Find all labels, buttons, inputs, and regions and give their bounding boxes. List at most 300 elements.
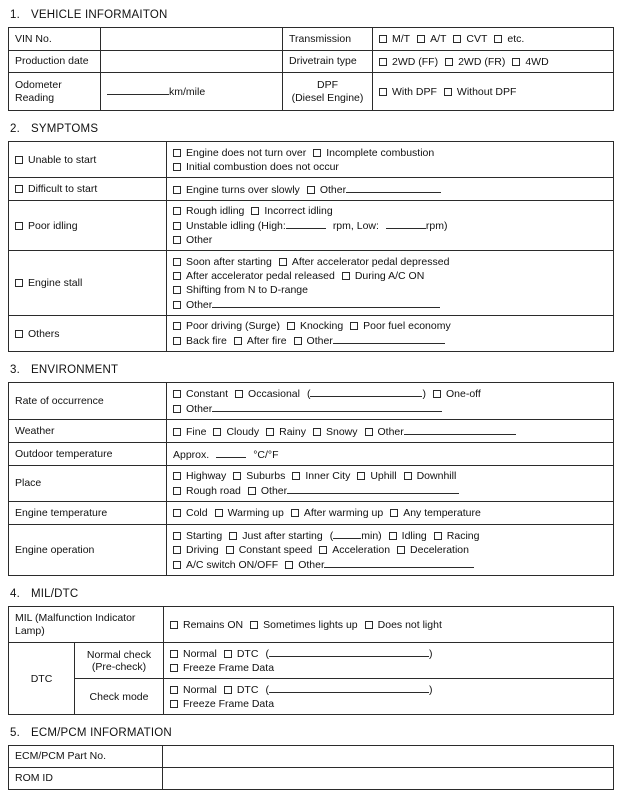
checkbox-option (173, 320, 280, 332)
blank-line[interactable] (310, 386, 422, 397)
checkbox[interactable] (494, 35, 502, 43)
checkbox[interactable] (313, 149, 321, 157)
static-text: ( (265, 648, 269, 660)
checkbox-label: Other (186, 234, 213, 246)
section-title: VEHICLE INFORMAITON (31, 9, 168, 21)
checkbox[interactable] (365, 621, 373, 629)
checkbox-label: Unable to start (28, 153, 97, 166)
section-heading-vehicle-information (10, 9, 613, 21)
checkbox[interactable] (291, 509, 299, 517)
checkbox-option (266, 426, 306, 438)
section-heading-symptoms (10, 123, 613, 135)
checkbox[interactable] (445, 58, 453, 66)
checkbox[interactable] (433, 390, 441, 398)
checkbox[interactable] (350, 322, 358, 330)
option-line (173, 182, 608, 197)
checkbox-label: etc. (507, 33, 525, 45)
checkbox-option (15, 277, 82, 289)
dtc-detail-cell (164, 679, 614, 715)
checkbox-option (292, 470, 350, 482)
checkbox-option (287, 320, 343, 332)
checkbox[interactable] (15, 156, 23, 164)
dpf-label: DPF (317, 78, 338, 91)
environment-detail-cell (167, 466, 614, 502)
static-text: ) (422, 388, 426, 400)
checkbox[interactable] (287, 322, 295, 330)
mil-detail-cell (164, 607, 614, 643)
checkbox[interactable] (170, 650, 178, 658)
checkbox-option (15, 220, 78, 232)
checkbox-option (170, 662, 274, 674)
checkbox[interactable] (170, 664, 178, 672)
checkbox-option (444, 86, 517, 98)
checkbox[interactable] (417, 35, 425, 43)
checkbox-label: Normal (183, 684, 217, 696)
checkbox[interactable] (404, 472, 412, 480)
ecm-part-no-value-cell[interactable] (163, 746, 614, 768)
checkbox-label: Does not light (377, 618, 442, 631)
option-line (173, 333, 608, 348)
checkbox[interactable] (279, 258, 287, 266)
checkbox-label: Other (260, 485, 288, 497)
checkbox[interactable] (173, 472, 181, 480)
environment-detail-cell (167, 502, 614, 525)
vin-label: VIN No. (9, 28, 101, 51)
option-line (170, 646, 608, 661)
static-text: km/mile (169, 86, 206, 98)
odometer-label: Odometer Reading (9, 73, 101, 111)
checkbox[interactable] (444, 88, 452, 96)
checkbox[interactable] (173, 236, 181, 244)
blank-line[interactable] (269, 646, 429, 657)
checkbox-label: After warming up (303, 507, 384, 519)
checkbox[interactable] (250, 621, 258, 629)
checkbox-label: Warming up (227, 507, 284, 519)
checkbox[interactable] (215, 509, 223, 517)
checkbox-label: Freeze Frame Data (183, 662, 275, 674)
checkbox[interactable] (15, 330, 23, 338)
checkbox-label: Back fire (186, 335, 227, 347)
checkbox[interactable] (229, 532, 237, 540)
checkbox-label: Rough road (186, 485, 241, 497)
static-text: ) (428, 684, 433, 696)
symptom-detail-cell (167, 178, 614, 201)
option-line (173, 204, 608, 218)
odometer-value-cell[interactable] (101, 73, 283, 111)
checkbox-label: Engine stall (28, 277, 83, 289)
checkbox[interactable] (15, 279, 23, 287)
option-line (173, 557, 608, 572)
checkbox[interactable] (512, 58, 520, 66)
ecm-part-no-label: ECM/PCM Part No. (9, 746, 163, 768)
blank-field (265, 648, 432, 660)
checkbox-label: One-off (445, 388, 481, 400)
checkbox-option (404, 470, 457, 482)
checkbox[interactable] (15, 222, 23, 230)
checkbox-label: Acceleration (332, 544, 391, 556)
blank-field (107, 86, 169, 98)
checkbox-label: Suburbs (246, 470, 286, 482)
checkbox[interactable] (173, 163, 181, 171)
checkbox-label: After fire (246, 335, 287, 347)
checkbox-option (285, 559, 324, 571)
checkbox[interactable] (173, 561, 181, 569)
blank-field (386, 220, 448, 232)
checkbox-label: Uphill (370, 470, 397, 482)
checkbox-option (250, 619, 358, 631)
blank-line[interactable] (107, 84, 169, 95)
checkbox-option (229, 530, 323, 542)
blank-field (265, 684, 432, 696)
checkbox-option (15, 154, 96, 166)
checkbox-option (173, 507, 208, 519)
blank-line[interactable] (333, 528, 361, 539)
checkbox[interactable] (173, 487, 181, 495)
checkbox[interactable] (235, 390, 243, 398)
checkbox-option (379, 56, 438, 68)
checkbox-option (173, 284, 308, 296)
checkbox[interactable] (173, 322, 181, 330)
checkbox-label: Incomplete combustion (326, 146, 435, 159)
section-title: SYMPTOMS (31, 123, 99, 135)
section-heading-ecm-pcm (10, 727, 613, 739)
checkbox[interactable] (285, 561, 293, 569)
checkbox[interactable] (389, 532, 397, 540)
checkbox[interactable] (226, 546, 234, 554)
blank-line[interactable] (287, 483, 459, 494)
checkbox[interactable] (15, 185, 23, 193)
checkbox[interactable] (170, 700, 178, 708)
static-text: min) (361, 530, 382, 542)
production-date-value-cell[interactable] (101, 51, 283, 73)
drivetrain-type-label: Drivetrain type (283, 51, 373, 73)
checkbox-label: Without DPF (456, 85, 517, 98)
section-number: 3. (10, 364, 20, 376)
dtc-normal-check-label: Normal check (Pre-check) (75, 643, 164, 679)
checkbox[interactable] (266, 428, 274, 436)
ecm-pcm-table (8, 745, 614, 790)
checkbox-option (173, 530, 222, 542)
option-line (170, 697, 608, 711)
production-date-label: Production date (9, 51, 101, 73)
option-line (173, 469, 608, 483)
section-heading-mil-dtc (10, 588, 613, 600)
option-line (173, 269, 608, 283)
checkbox-label: 2WD (FF) (392, 55, 439, 68)
checkbox-option (173, 426, 206, 438)
checkbox-option (173, 403, 212, 415)
blank-line[interactable] (324, 557, 474, 568)
environment-detail-cell (167, 420, 614, 443)
checkbox-label: Highway (186, 470, 227, 482)
blank-line[interactable] (212, 297, 440, 308)
checkbox-option (173, 299, 212, 311)
blank-line[interactable] (386, 218, 426, 229)
checkbox-label: Others (28, 327, 60, 340)
checkbox-option (173, 147, 306, 159)
checkbox-label: Poor idling (28, 219, 78, 232)
checkbox[interactable] (248, 487, 256, 495)
checkbox-option (235, 388, 300, 400)
checkbox[interactable] (173, 207, 181, 215)
checkbox-option (173, 485, 241, 497)
symptom-poor-idling (15, 219, 161, 233)
checkbox[interactable] (234, 337, 242, 345)
checkbox-label: Remains ON (183, 618, 244, 631)
blank-line[interactable] (286, 218, 326, 229)
symptom-detail-cell (167, 201, 614, 251)
checkbox[interactable] (434, 532, 442, 540)
checkbox-option (213, 426, 259, 438)
blank-line[interactable] (333, 333, 445, 344)
dtc-check-mode-label: Check mode (75, 679, 164, 715)
checkbox-option (15, 183, 97, 195)
checkbox[interactable] (173, 428, 181, 436)
checkbox-option (173, 388, 228, 400)
checkbox[interactable] (173, 405, 181, 413)
checkbox-label: Fine (186, 425, 207, 438)
checkbox[interactable] (357, 472, 365, 480)
blank-field (324, 559, 474, 571)
checkbox-option (417, 33, 446, 45)
checkbox-label: Knocking (299, 320, 344, 332)
blank-line[interactable] (346, 182, 441, 193)
checkbox-option (350, 320, 451, 332)
section-heading-environment (10, 364, 613, 376)
transmission-options (379, 32, 608, 46)
symptom-others (15, 327, 161, 341)
checkbox[interactable] (170, 621, 178, 629)
static-text: ( (265, 684, 269, 696)
checkbox-option (397, 544, 469, 556)
option-line (173, 447, 608, 462)
mil-label: MIL (Malfunction Indicator Lamp) (9, 607, 164, 643)
environment-detail-cell (167, 383, 614, 420)
dtc-label: DTC (9, 643, 75, 715)
dpf-label-cell (283, 73, 373, 111)
option-line (173, 506, 608, 520)
checkbox-option (294, 335, 333, 347)
option-line (170, 661, 608, 675)
checkbox-option (248, 485, 287, 497)
option-line (173, 543, 608, 557)
checkbox[interactable] (390, 509, 398, 517)
blank-line[interactable] (212, 401, 442, 412)
checkbox-label: Normal (183, 648, 217, 660)
checkbox[interactable] (292, 472, 300, 480)
checkbox[interactable] (397, 546, 405, 554)
checkbox[interactable] (307, 186, 315, 194)
option-line (173, 233, 608, 247)
checkbox-label: Engine does not turn over (186, 146, 307, 159)
option-line (173, 160, 608, 174)
checkbox-label: Idling (401, 530, 427, 542)
checkbox[interactable] (173, 337, 181, 345)
option-line (173, 424, 608, 439)
checkbox-label: After accelerator pedal depressed (291, 255, 450, 268)
checkbox[interactable] (365, 428, 373, 436)
checkbox[interactable] (224, 686, 232, 694)
checkbox-label: Constant speed (238, 544, 313, 556)
checkbox-option (173, 270, 335, 282)
checkbox-option (313, 147, 434, 159)
checkbox-option (173, 234, 212, 246)
static-text: °C/°F (253, 448, 279, 461)
checkbox-option (379, 86, 437, 98)
section-title: ENVIRONMENT (31, 364, 119, 376)
checkbox[interactable] (319, 546, 327, 554)
checkbox[interactable] (173, 258, 181, 266)
static-text: ( (329, 530, 334, 542)
checkbox[interactable] (173, 186, 181, 194)
checkbox-label: Shifting from N to D-range (186, 283, 308, 296)
checkbox[interactable] (453, 35, 461, 43)
blank-field (286, 220, 326, 232)
option-line (173, 218, 608, 233)
rom-id-value-cell[interactable] (163, 768, 614, 790)
checkbox[interactable] (173, 532, 181, 540)
checkbox-label: After accelerator pedal released (186, 269, 335, 282)
dpf-options (379, 85, 608, 99)
checkbox-option (433, 388, 481, 400)
checkbox-label: Other (377, 425, 404, 438)
vin-value-cell[interactable] (101, 28, 283, 51)
blank-field (346, 184, 441, 196)
checkbox-label: Other (319, 183, 347, 196)
section-number: 1. (10, 9, 20, 21)
checkbox-option (494, 33, 524, 45)
static-text: ( (306, 388, 311, 400)
option-line (173, 255, 608, 269)
checkbox-option (365, 619, 442, 631)
checkbox-label: Difficult to start (28, 183, 98, 195)
checkbox-option (170, 648, 217, 660)
blank-field (216, 449, 246, 461)
checkbox-option (445, 56, 505, 68)
section-number: 2. (10, 123, 20, 135)
engine-operation-label: Engine operation (9, 525, 167, 576)
checkbox-option (173, 559, 278, 571)
checkbox[interactable] (173, 509, 181, 517)
static-text: rpm) (425, 220, 448, 232)
symptoms-table (8, 141, 614, 352)
checkbox-label: 2WD (FR) (458, 55, 506, 68)
checkbox[interactable] (379, 35, 387, 43)
checkbox[interactable] (224, 650, 232, 658)
checkbox[interactable] (173, 546, 181, 554)
checkbox-label: Poor fuel economy (363, 320, 451, 332)
checkbox[interactable] (173, 149, 181, 157)
checkbox[interactable] (342, 272, 350, 280)
blank-field (404, 426, 516, 438)
checkbox-label: Starting (186, 530, 223, 542)
checkbox[interactable] (379, 88, 387, 96)
checkbox-label: Soon after starting (186, 255, 272, 268)
checkbox-option (173, 161, 339, 173)
checkbox[interactable] (173, 301, 181, 309)
checkbox-option (173, 470, 226, 482)
symptom-detail-cell (167, 251, 614, 316)
checkbox-option (365, 426, 404, 438)
blank-field (212, 403, 442, 415)
checkbox-label: Occasional (248, 388, 300, 400)
blank-line[interactable] (216, 447, 246, 458)
checkbox-option (319, 544, 390, 556)
checkbox-label: A/C switch ON/OFF (186, 559, 279, 571)
checkbox[interactable] (173, 272, 181, 280)
checkbox-label: Poor driving (Surge) (186, 320, 280, 332)
checkbox-label: During A/C ON (354, 269, 425, 282)
checkbox-label: Sometimes lights up (263, 618, 358, 631)
checkbox-label: DTC (236, 684, 259, 696)
checkbox-option (379, 33, 410, 45)
drivetrain-options (379, 55, 608, 69)
checkbox[interactable] (233, 472, 241, 480)
checkbox-label: With DPF (392, 85, 437, 98)
blank-field (333, 335, 445, 347)
checkbox-option (234, 335, 287, 347)
checkbox-option (224, 684, 259, 696)
checkbox-label: Initial combustion does not occur (186, 160, 339, 173)
odometer-value-line (107, 84, 277, 99)
checkbox-option (389, 530, 427, 542)
checkbox-option (173, 220, 286, 232)
checkbox[interactable] (251, 207, 259, 215)
checkbox-label: Cold (186, 507, 208, 519)
checkbox-option (170, 619, 243, 631)
blank-line[interactable] (269, 682, 429, 693)
checkbox-option (170, 698, 274, 710)
outdoor-temperature-label: Outdoor temperature (9, 443, 167, 466)
engine-temperature-label: Engine temperature (9, 502, 167, 525)
checkbox-option (512, 56, 548, 68)
checkbox-option (173, 184, 300, 196)
rate-of-occurrence-label: Rate of occurrence (9, 383, 167, 420)
checkbox-label: Driving (186, 544, 219, 556)
checkbox[interactable] (313, 428, 321, 436)
checkbox-label: Other (306, 335, 333, 347)
checkbox[interactable] (173, 222, 181, 230)
environment-detail-cell (167, 443, 614, 466)
checkbox[interactable] (294, 337, 302, 345)
checkbox[interactable] (379, 58, 387, 66)
section-title: ECM/PCM INFORMATION (31, 727, 172, 739)
checkbox-option (15, 328, 60, 340)
option-line (173, 283, 608, 297)
blank-field (330, 530, 382, 542)
checkbox[interactable] (213, 428, 221, 436)
weather-label: Weather (9, 420, 167, 443)
symptom-detail-cell (167, 316, 614, 352)
checkbox[interactable] (173, 390, 181, 398)
checkbox-option (215, 507, 284, 519)
checkbox-option (173, 335, 227, 347)
checkbox-label: Incorrect idling (264, 205, 333, 217)
checkbox-label: Engine turns over slowly (186, 183, 300, 196)
checkbox[interactable] (173, 286, 181, 294)
static-text: ) (428, 648, 433, 660)
dpf-sublabel: (Diesel Engine) (291, 91, 364, 104)
blank-line[interactable] (404, 424, 516, 435)
checkbox-option (434, 530, 480, 542)
checkbox-option (251, 205, 332, 217)
checkbox-option (342, 270, 424, 282)
checkbox-label: Unstable idling (High: (186, 220, 286, 232)
checkbox-label: Deceleration (410, 544, 469, 556)
checkbox[interactable] (170, 686, 178, 694)
checkbox-label: Other (298, 559, 325, 571)
checkbox-label: Cloudy (226, 425, 260, 438)
